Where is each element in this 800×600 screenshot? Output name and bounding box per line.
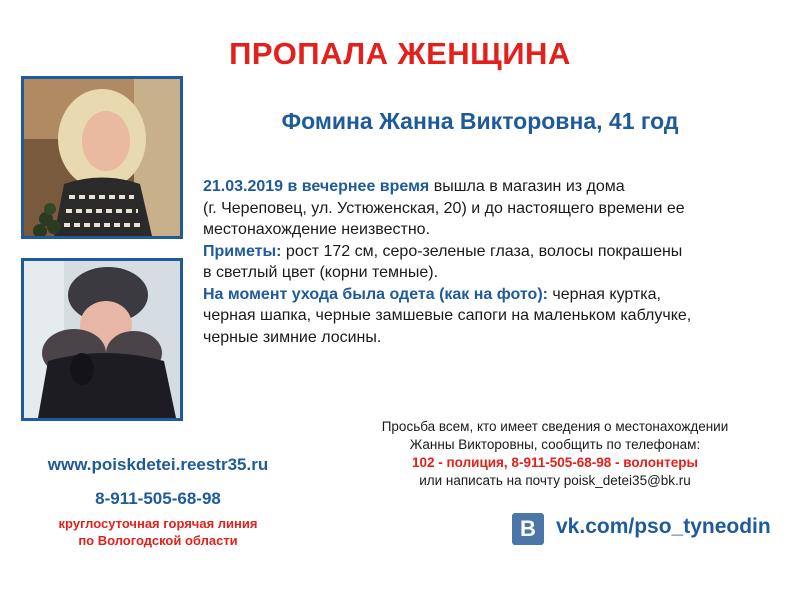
clothes-text: черная шапка, черные замшевые сапоги на маленьком каблучке,: [203, 307, 692, 324]
hotline-text: по Вологодской области: [78, 533, 238, 548]
missing-person-name: Фомина Жанна Викторовна, 41 год: [281, 108, 679, 134]
signs-label: Приметы:: [203, 242, 282, 260]
poster-title: ПРОПАЛА ЖЕНЩИНА: [229, 36, 571, 71]
signs-text: в светлый цвет (корни темные).: [203, 264, 439, 281]
missing-person-photo-2: [21, 258, 183, 421]
date-time: 21.03.2019 в вечернее время: [203, 178, 430, 195]
clothes-text: черная куртка,: [547, 285, 661, 303]
signs-text: рост 172 см, серо-зеленые глаза, волосы покрашены: [281, 242, 683, 260]
appeal-block: [305, 418, 800, 490]
vk-link[interactable]: vk.com/pso_tyneodin: [556, 515, 771, 538]
clothes-label: На момент ухода была одета (как на фото):: [203, 285, 548, 303]
description-text: (г. Череповец, ул. Устюженская, 20) и до настоящего времени ее: [203, 199, 685, 217]
appeal-email: или написать на почту poisk_detei35@bk.ru: [419, 473, 691, 488]
appeal-text: Жанны Викторовны, сообщить по телефонам:: [409, 437, 701, 452]
appeal-text: Просьба всем, кто имеет сведения о местонахождении: [381, 419, 729, 434]
missing-person-photo-1: [21, 76, 183, 239]
hotline-caption: [0, 515, 316, 549]
clothes-text: черные зимние лосины.: [203, 328, 382, 346]
description-text: вышла в магазин из дома: [429, 178, 625, 195]
hotline-phone[interactable]: 8-911-505-68-98: [95, 489, 221, 508]
hotline-text: круглосуточная горячая линия: [58, 516, 258, 531]
website-link[interactable]: www.poiskdetei.reestr35.ru: [47, 455, 269, 474]
description-text: местонахождение неизвестно.: [203, 221, 431, 238]
appeal-phones: 102 - полиция, 8-911-505-68-98 - волонтеры: [412, 455, 698, 470]
description: [203, 176, 788, 348]
vk-icon[interactable]: В: [512, 513, 544, 545]
